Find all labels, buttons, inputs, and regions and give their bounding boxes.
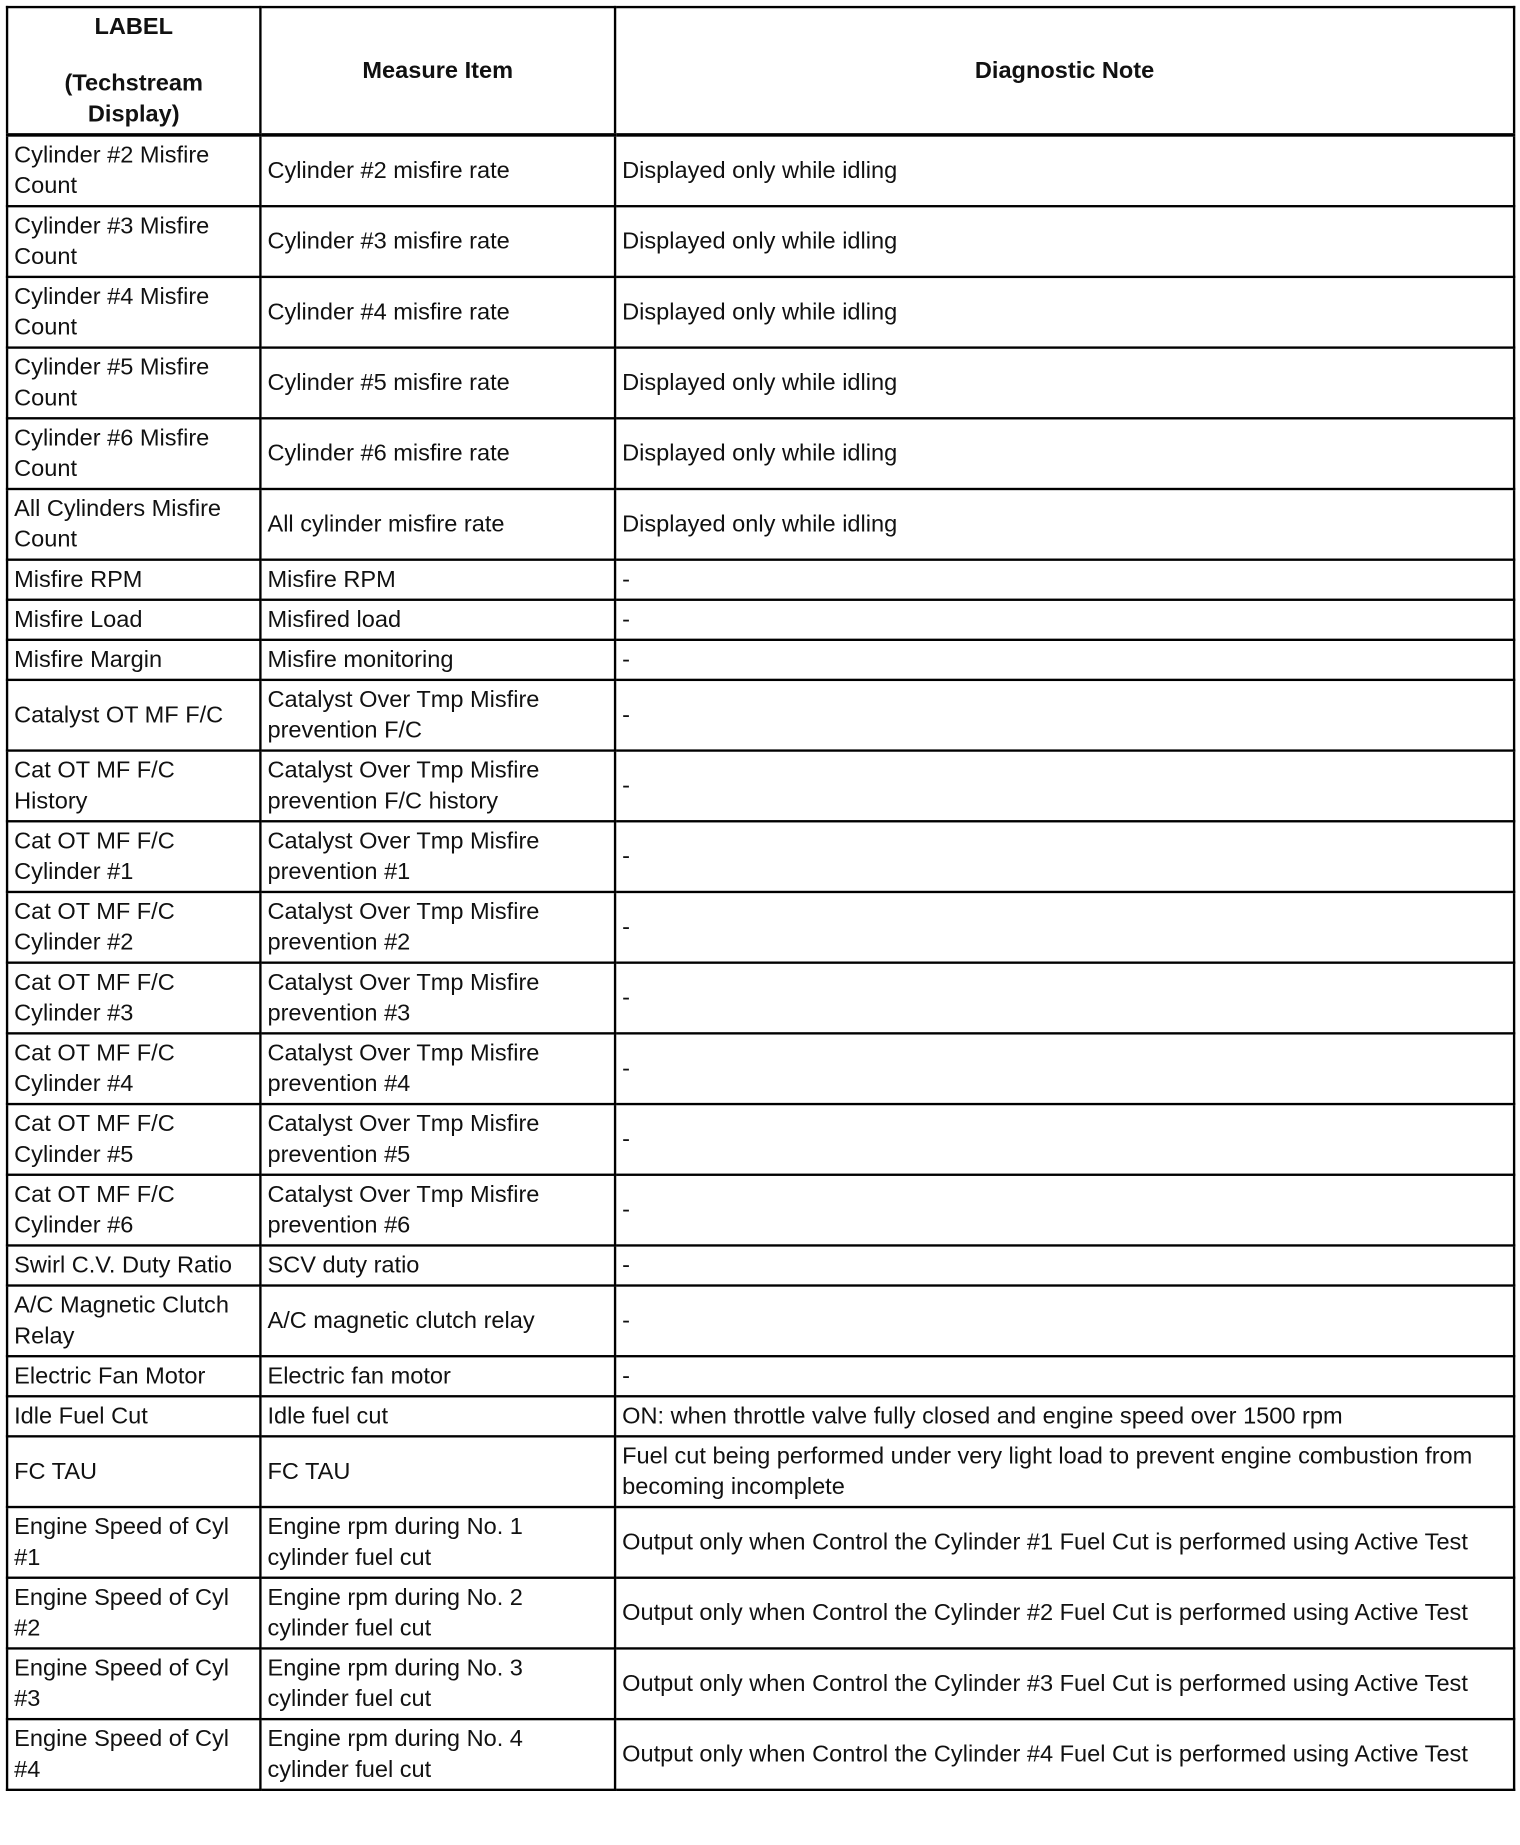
row-diagnostic-note: - — [615, 1104, 1514, 1175]
row-measure-item: Catalyst Over Tmp Misfire prevention #2 — [260, 892, 615, 963]
row-measure-item: Catalyst Over Tmp Misfire prevention #3 — [260, 963, 615, 1034]
row-diagnostic-note: Displayed only while idling — [615, 277, 1514, 348]
row-label: Misfire RPM — [7, 560, 260, 600]
row-measure-item: Misfire RPM — [260, 560, 615, 600]
data-list-table — [6, 6, 1515, 1791]
row-measure-item: A/C magnetic clutch relay — [260, 1286, 615, 1357]
header-label-line1: LABEL — [94, 14, 174, 41]
row-diagnostic-note: - — [615, 1286, 1514, 1357]
row-label: Cylinder #3 Misfire Count — [7, 206, 260, 277]
row-label: FC TAU — [7, 1436, 260, 1507]
row-diagnostic-note: - — [615, 680, 1514, 751]
row-label: Cat OT MF F/C Cylinder #1 — [7, 821, 260, 892]
row-diagnostic-note: - — [615, 1245, 1514, 1285]
table-row — [7, 1286, 1514, 1357]
table-row — [7, 1033, 1514, 1104]
table-row — [7, 821, 1514, 892]
table-row — [7, 1436, 1514, 1507]
table-row — [7, 680, 1514, 751]
row-diagnostic-note: Displayed only while idling — [615, 418, 1514, 489]
header-measure-item: Measure Item — [260, 7, 615, 135]
row-measure-item: Cylinder #5 misfire rate — [260, 348, 615, 419]
row-label: Engine Speed of Cyl #4 — [7, 1719, 260, 1790]
row-label: Cylinder #2 Misfire Count — [7, 135, 260, 206]
row-label: Engine Speed of Cyl #2 — [7, 1578, 260, 1649]
row-measure-item: All cylinder misfire rate — [260, 489, 615, 560]
row-label: Cat OT MF F/C Cylinder #5 — [7, 1104, 260, 1175]
row-measure-item: Cylinder #2 misfire rate — [260, 135, 615, 206]
row-diagnostic-note: Displayed only while idling — [615, 489, 1514, 560]
row-label: Cat OT MF F/C History — [7, 751, 260, 822]
table-row — [7, 892, 1514, 963]
row-label: Catalyst OT MF F/C — [7, 680, 260, 751]
table-row — [7, 135, 1514, 206]
row-diagnostic-note: Displayed only while idling — [615, 348, 1514, 419]
row-diagnostic-note: - — [615, 892, 1514, 963]
row-measure-item: Engine rpm during No. 1 cylinder fuel cut — [260, 1507, 615, 1578]
table-row — [7, 489, 1514, 560]
row-measure-item: Engine rpm during No. 3 cylinder fuel cut — [260, 1648, 615, 1719]
table-row — [7, 348, 1514, 419]
row-measure-item: Cylinder #6 misfire rate — [260, 418, 615, 489]
row-measure-item: Catalyst Over Tmp Misfire prevention #1 — [260, 821, 615, 892]
table-row — [7, 1396, 1514, 1436]
header-diagnostic-note: Diagnostic Note — [615, 7, 1514, 135]
row-measure-item: Engine rpm during No. 4 cylinder fuel cut — [260, 1719, 615, 1790]
row-diagnostic-note: Output only when Control the Cylinder #2 Fuel Cut is performed using Active Test — [615, 1578, 1514, 1649]
row-measure-item: FC TAU — [260, 1436, 615, 1507]
row-diagnostic-note: - — [615, 640, 1514, 680]
row-label: Cat OT MF F/C Cylinder #6 — [7, 1175, 260, 1246]
row-label: Cat OT MF F/C Cylinder #3 — [7, 963, 260, 1034]
row-label: Cylinder #6 Misfire Count — [7, 418, 260, 489]
table-row — [7, 963, 1514, 1034]
table-row — [7, 560, 1514, 600]
table-row — [7, 1175, 1514, 1246]
row-diagnostic-note: - — [615, 1033, 1514, 1104]
row-diagnostic-note: - — [615, 560, 1514, 600]
row-label: Cylinder #5 Misfire Count — [7, 348, 260, 419]
row-measure-item: Catalyst Over Tmp Misfire prevention #6 — [260, 1175, 615, 1246]
row-label: Misfire Load — [7, 600, 260, 640]
table-row — [7, 1507, 1514, 1578]
row-measure-item: Misfired load — [260, 600, 615, 640]
header-label-line2: (Techstream — [64, 70, 203, 97]
table-row — [7, 1356, 1514, 1396]
row-label: Cat OT MF F/C Cylinder #2 — [7, 892, 260, 963]
row-diagnostic-note: Output only when Control the Cylinder #3 Fuel Cut is performed using Active Test — [615, 1648, 1514, 1719]
row-diagnostic-note: - — [615, 751, 1514, 822]
table-header-row — [7, 7, 1514, 135]
header-label-line3: Display) — [87, 101, 180, 128]
table-row — [7, 1245, 1514, 1285]
table-row — [7, 600, 1514, 640]
row-label: A/C Magnetic Clutch Relay — [7, 1286, 260, 1357]
row-label: Electric Fan Motor — [7, 1356, 260, 1396]
row-measure-item: Cylinder #4 misfire rate — [260, 277, 615, 348]
row-diagnostic-note: - — [615, 821, 1514, 892]
row-measure-item: Catalyst Over Tmp Misfire prevention F/C history — [260, 751, 615, 822]
row-diagnostic-note: - — [615, 600, 1514, 640]
row-measure-item: Catalyst Over Tmp Misfire prevention #4 — [260, 1033, 615, 1104]
row-measure-item: Idle fuel cut — [260, 1396, 615, 1436]
row-measure-item: Engine rpm during No. 2 cylinder fuel cut — [260, 1578, 615, 1649]
row-diagnostic-note: - — [615, 963, 1514, 1034]
row-measure-item: Misfire monitoring — [260, 640, 615, 680]
row-measure-item: Catalyst Over Tmp Misfire prevention F/C — [260, 680, 615, 751]
row-label: All Cylinders Misfire Count — [7, 489, 260, 560]
table-row — [7, 206, 1514, 277]
table-row — [7, 1104, 1514, 1175]
row-measure-item: Catalyst Over Tmp Misfire prevention #5 — [260, 1104, 615, 1175]
row-label: Swirl C.V. Duty Ratio — [7, 1245, 260, 1285]
header-label — [7, 7, 260, 135]
row-measure-item: Electric fan motor — [260, 1356, 615, 1396]
row-diagnostic-note: - — [615, 1175, 1514, 1246]
table-row — [7, 418, 1514, 489]
row-diagnostic-note: - — [615, 1356, 1514, 1396]
row-label: Cylinder #4 Misfire Count — [7, 277, 260, 348]
table-row — [7, 1719, 1514, 1790]
row-measure-item: SCV duty ratio — [260, 1245, 615, 1285]
row-label: Cat OT MF F/C Cylinder #4 — [7, 1033, 260, 1104]
table-row — [7, 277, 1514, 348]
table-row — [7, 1578, 1514, 1649]
row-label: Idle Fuel Cut — [7, 1396, 260, 1436]
row-diagnostic-note: Displayed only while idling — [615, 135, 1514, 206]
row-diagnostic-note: ON: when throttle valve fully closed and engine speed over 1500 rpm — [615, 1396, 1514, 1436]
row-diagnostic-note: Output only when Control the Cylinder #1 Fuel Cut is performed using Active Test — [615, 1507, 1514, 1578]
row-diagnostic-note: Fuel cut being performed under very light load to prevent engine combustion from becoming incomplete — [615, 1436, 1514, 1507]
row-label: Misfire Margin — [7, 640, 260, 680]
table-row — [7, 1648, 1514, 1719]
row-diagnostic-note: Displayed only while idling — [615, 206, 1514, 277]
row-diagnostic-note: Output only when Control the Cylinder #4 Fuel Cut is performed using Active Test — [615, 1719, 1514, 1790]
table-row — [7, 640, 1514, 680]
row-label: Engine Speed of Cyl #3 — [7, 1648, 260, 1719]
row-measure-item: Cylinder #3 misfire rate — [260, 206, 615, 277]
table-row — [7, 751, 1514, 822]
row-label: Engine Speed of Cyl #1 — [7, 1507, 260, 1578]
